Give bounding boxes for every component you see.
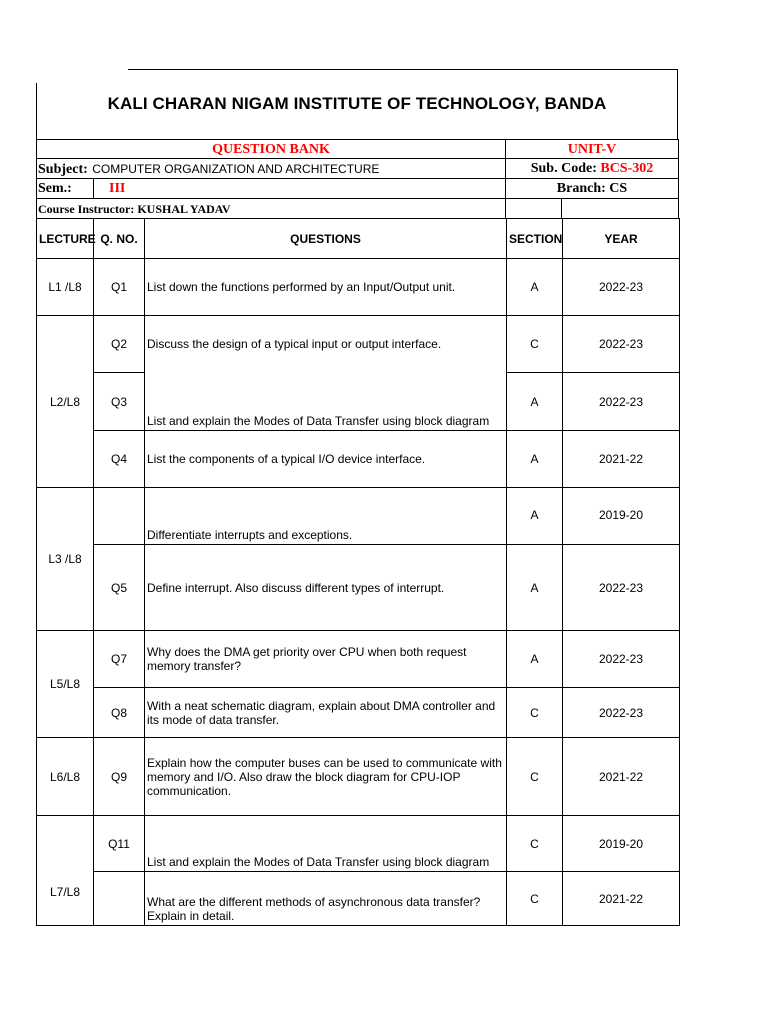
year-cell: 2019-20 bbox=[563, 488, 680, 545]
year-cell: 2021-22 bbox=[563, 872, 680, 926]
table-row bbox=[37, 316, 680, 373]
blank-cell-a bbox=[505, 198, 562, 219]
col-section: SECTION bbox=[507, 219, 563, 259]
col-questions: QUESTIONS bbox=[145, 219, 507, 259]
table-row bbox=[37, 259, 680, 316]
sem-label: Sem.: bbox=[38, 181, 72, 196]
year-cell: 2022-23 bbox=[563, 316, 680, 373]
year-cell: 2022-23 bbox=[563, 373, 680, 431]
doc-type-cell bbox=[36, 139, 506, 159]
table-row bbox=[37, 545, 680, 631]
question-cell: Explain how the computer buses can be used to communicate with memory and I/O. Also draw the block diagram for CPU-IOP communication. bbox=[145, 738, 507, 816]
title-box bbox=[36, 69, 678, 139]
instructor-label: Course Instructor: bbox=[38, 202, 135, 216]
subcode-value: BCS-302 bbox=[600, 161, 654, 176]
section-cell: A bbox=[507, 431, 563, 488]
question-cell: List the components of a typical I/O device interface. bbox=[145, 431, 507, 488]
lecture-cell: L6/L8 bbox=[37, 738, 94, 816]
table-row bbox=[37, 488, 680, 545]
doc-type: QUESTION BANK bbox=[212, 142, 330, 157]
year-cell: 2022-23 bbox=[563, 631, 680, 688]
section-cell: C bbox=[507, 816, 563, 872]
question-table bbox=[36, 218, 680, 926]
section-cell: C bbox=[507, 316, 563, 373]
question-cell: What are the different methods of asynchronous data transfer? Explain in detail. bbox=[145, 872, 507, 926]
table-header-row bbox=[37, 219, 680, 259]
instructor-value: KUSHAL YADAV bbox=[137, 202, 231, 216]
qno-cell: Q2 bbox=[94, 316, 145, 373]
table-row bbox=[37, 688, 680, 738]
table-row bbox=[37, 816, 680, 872]
qno-cell: Q11 bbox=[94, 816, 145, 872]
lecture-cell: L5/L8 bbox=[37, 631, 94, 738]
table-row bbox=[37, 431, 680, 488]
section-cell: C bbox=[507, 872, 563, 926]
lecture-cell: L7/L8 bbox=[37, 816, 94, 926]
question-cell: Why does the DMA get priority over CPU when both request memory transfer? bbox=[145, 631, 507, 688]
unit-label: UNIT-V bbox=[567, 142, 617, 157]
lecture-cell: L2/L8 bbox=[37, 316, 94, 488]
institute-title: KALI CHARAN NIGAM INSTITUTE OF TECHNOLOGY, BANDA bbox=[107, 94, 607, 113]
year-cell: 2022-23 bbox=[563, 545, 680, 631]
section-cell: A bbox=[507, 631, 563, 688]
table-row bbox=[37, 373, 680, 431]
year-cell: 2021-22 bbox=[563, 431, 680, 488]
question-cell: With a neat schematic diagram, explain about DMA controller and its mode of data transfer. bbox=[145, 688, 507, 738]
question-cell: List and explain the Modes of Data Transfer using block diagram bbox=[145, 816, 507, 872]
qno-cell bbox=[94, 872, 145, 926]
question-cell: Differentiate interrupts and exceptions. bbox=[145, 488, 507, 545]
col-year: YEAR bbox=[563, 219, 680, 259]
lecture-cell: L1 /L8 bbox=[37, 259, 94, 316]
subject-label: Subject: bbox=[38, 162, 88, 177]
year-cell: 2022-23 bbox=[563, 259, 680, 316]
qno-cell: Q5 bbox=[94, 545, 145, 631]
table-row bbox=[37, 872, 680, 926]
section-cell: A bbox=[507, 259, 563, 316]
col-qno: Q. NO. bbox=[94, 219, 145, 259]
col-lecture: LECTURE bbox=[37, 219, 94, 259]
branch: Branch: CS bbox=[556, 181, 628, 196]
qno-cell: Q7 bbox=[94, 631, 145, 688]
sem-label-cell bbox=[36, 178, 94, 199]
section-cell: C bbox=[507, 688, 563, 738]
question-cell: Define interrupt. Also discuss different types of interrupt. bbox=[145, 545, 507, 631]
qno-cell: Q4 bbox=[94, 431, 145, 488]
question-cell: List down the functions performed by an Input/Output unit. bbox=[145, 259, 507, 316]
sem-value-cell bbox=[93, 178, 506, 199]
branch-cell bbox=[505, 178, 679, 199]
year-cell: 2021-22 bbox=[563, 738, 680, 816]
qno-cell: Q1 bbox=[94, 259, 145, 316]
subcode-label: Sub. Code: bbox=[530, 161, 597, 176]
subject-value: COMPUTER ORGANIZATION AND ARCHITECTURE bbox=[92, 162, 380, 176]
lecture-cell: L3 /L8 bbox=[37, 488, 94, 631]
question-cell: List and explain the Modes of Data Transfer using block diagram bbox=[145, 373, 507, 431]
section-cell: A bbox=[507, 488, 563, 545]
subject-cell bbox=[36, 158, 506, 179]
qno-cell: Q9 bbox=[94, 738, 145, 816]
section-cell: C bbox=[507, 738, 563, 816]
qno-cell: Q8 bbox=[94, 688, 145, 738]
instructor-cell bbox=[36, 198, 506, 219]
section-cell: A bbox=[507, 545, 563, 631]
subcode-cell bbox=[505, 158, 679, 179]
sem-value: III bbox=[109, 181, 126, 196]
year-cell: 2019-20 bbox=[563, 816, 680, 872]
qno-cell bbox=[94, 488, 145, 545]
year-cell: 2022-23 bbox=[563, 688, 680, 738]
section-cell: A bbox=[507, 373, 563, 431]
table-row bbox=[37, 738, 680, 816]
blank-cell-b bbox=[561, 198, 679, 219]
table-row bbox=[37, 631, 680, 688]
qno-cell: Q3 bbox=[94, 373, 145, 431]
unit-cell bbox=[505, 139, 679, 159]
question-cell: Discuss the design of a typical input or output interface. bbox=[145, 316, 507, 373]
